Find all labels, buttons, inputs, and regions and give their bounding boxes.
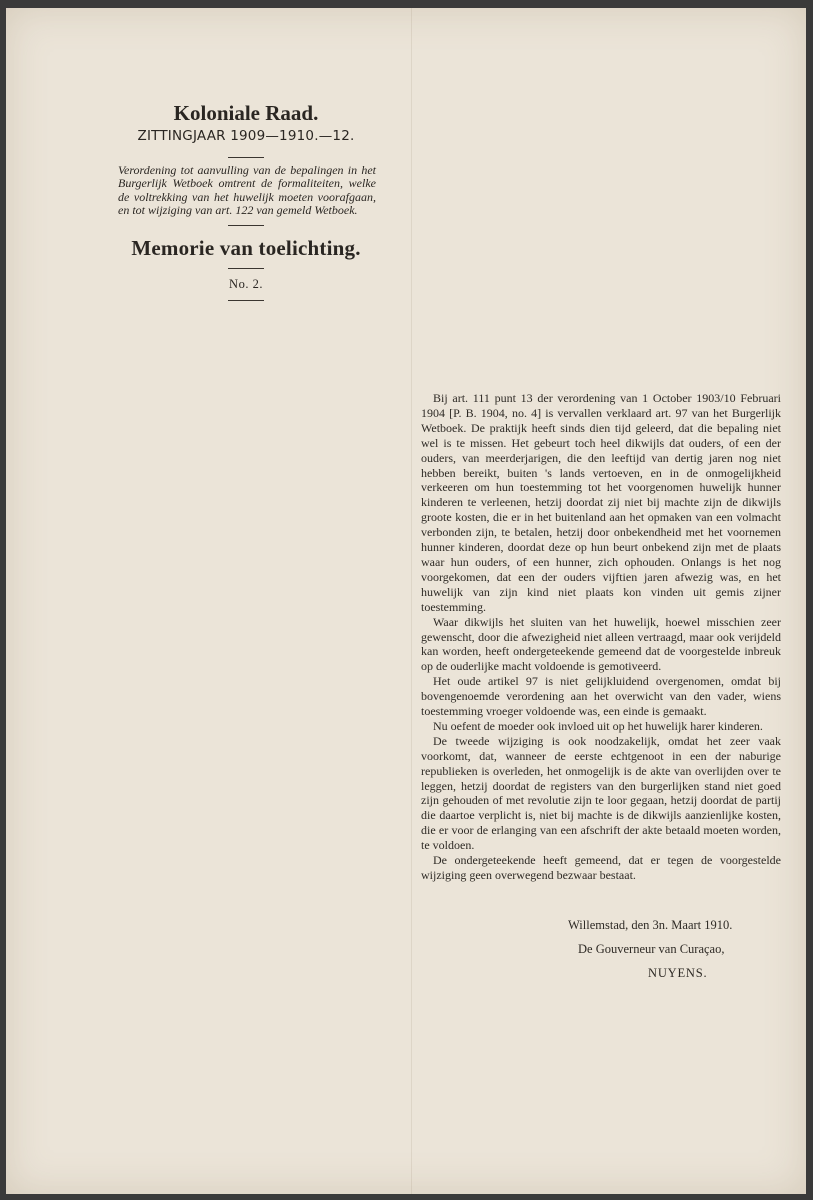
divider	[228, 157, 264, 158]
body-paragraph: Het oude artikel 97 is niet gelijkluidend overgenomen, omdat bij bovengenoemde verordening aan het overwicht van den vader, wiens toestemming vroeger voldoende was, een einde is gemaakt.	[421, 674, 781, 719]
document-header	[114, 100, 378, 309]
session-year: ZITTINGJAAR 1909—1910.—12.	[137, 128, 355, 144]
document-page	[6, 8, 806, 1194]
divider	[228, 225, 264, 226]
closing-block	[526, 913, 786, 985]
body-paragraph: Waar dikwijls het sluiten van het huwelijk, hoewel misschien zeer gewenscht, door die afwezigheid niet alleen vertraagd, maar ook verijdeld kan worden, heeft ondergeteekende gemeend dat de voorgestelde inbreuk op de ouderlijke macht voldoende is gemotiveerd.	[421, 614, 781, 674]
page-crease	[411, 8, 412, 1194]
body-paragraph: Nu oefent de moeder ook invloed uit op het huwelijk harer kinderen.	[433, 718, 763, 733]
signatory-name: NUYENS.	[648, 966, 708, 980]
document-number: No. 2.	[229, 277, 263, 292]
ordinance-description: Verordening tot aanvulling van de bepalingen in het Burgerlijk Wetboek omtrent de formaliteiten, welke de voltrekking van het huwelijk moeten voorafgaan, en tot wijziging van art. 122 van gemeld Wetboek.	[118, 163, 376, 217]
divider	[228, 268, 264, 269]
place-date: Willemstad, den 3n. Maart 1910.	[568, 918, 733, 932]
body-paragraph: De tweede wijziging is ook noodzakelijk, omdat het zeer vaak voorkomt, dat, wanneer de eerste echtgenoot in een der naburige republieken is overleden, het onmogelijk is de akte van overlijden over te leggen, hetzij doordat de registers van den burgerlijken stand niet goed zijn gehouden of met revolutie zijn te loor gegaan, hetzij doordat de partij die daartoe verplicht is, niet bij machte is de dikwijls aanzienlijke kosten, die er voor de erlanging van een afschrift der akte betaald moeten worden, te voldoen.	[421, 733, 781, 853]
divider	[228, 300, 264, 301]
council-title: Koloniale Raad.	[173, 101, 319, 125]
body-paragraph: De ondergeteekende heeft gemeend, dat er tegen de voorgestelde wijziging geen overwegend bezwaar bestaat.	[421, 853, 781, 882]
signatory-role: De Gouverneur van Curaçao,	[578, 942, 725, 956]
document-type-heading: Memorie van toelichting.	[131, 236, 361, 261]
body-paragraph: Bij art. 111 punt 13 der verordening van 1 October 1903/10 Februari 1904 [P. B. 1904, no. 4] is vervallen verklaard art. 97 van het Burgerlijk Wetboek. De praktijk heeft sinds dien tijd geleerd, dat die bepaling niet wel is te missen. Het gebeurt toch heel dikwijls dat ouders, of een der ouders, van meerderjarigen, die den leeftijd van dertig jaren nog niet hebben bereikt, buiten 's lands vertoeven, en in de onmogelijkheid verkeeren om hun toestemming tot het voorgenomen huwelijk hunner kinderen te verleenen, hetzij doordat zij niet bij machte zijn de dikwijls groote kosten, die er in het buitenland aan het opmaken van een volmacht verbonden zijn, te betalen, hetzij door onbekendheid met het voornemen hunner kinderen, doordat deze op hun beurt onbekend zijn met de plaats waar hun ouders, of een hunner, zich ophouden. Onlangs is het nog voorgekomen, dat een der ouders vijftien jaren afwezig was, en het huwelijk van zijn kind niet plaats kon vinden uit gemis zijner toestemming.	[421, 391, 781, 614]
explanation-body	[421, 391, 781, 883]
